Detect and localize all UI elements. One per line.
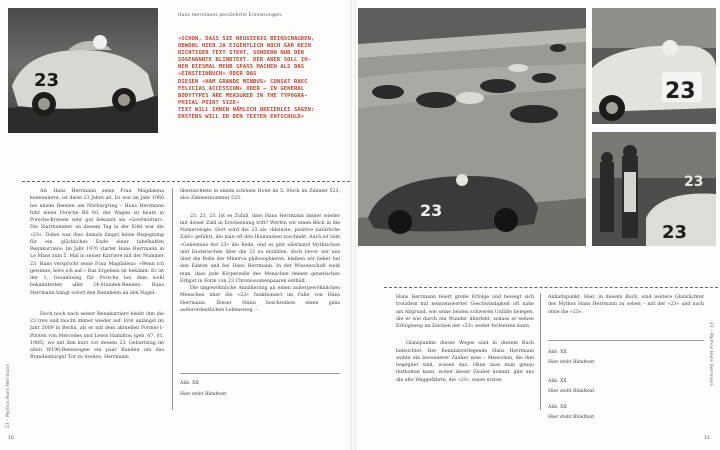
figure-ref: Abb. XX — [548, 405, 567, 410]
paragraph: Die ungewöhnliche Annäherung an einen außergewöhnlichen Menschen über die »23« funktioniert im Falle von Hans Herrmann. Dieser Mann beschreiben einen ganz außerordentlichen Lebensweg. – — [180, 286, 340, 313]
page-number-right: 11 — [704, 436, 710, 441]
quote-line: DIESEN »HAM GRANDE MINBUS« CONSAT RAEC — [178, 78, 308, 85]
paragraph: Hans Herrmann feiert große Erfolge und bewegt sich trotzdem mit nennenswerter Geschwindigkeit oft nahe am Abgrund, wie seine beiden schweren Unfälle belegen, die er wie durch ein Wunder überlebt, sodass er seinen Erfolgsweg im Zeichen der »23« weiter fortsetzen kann. — [396, 295, 534, 329]
paragraph: Anhaltspunkt. Hier, in diesem Buch, sind weitere Glanzlichter des Mythos Hans Herrmann zu sehen – mit der »23« und auch ohne die »23«. — [548, 295, 704, 315]
book-gutter — [350, 0, 356, 450]
quote-line: »EINSTEINBUCH« ODER DAS — [178, 71, 257, 78]
dashed-rule — [22, 181, 350, 182]
quote-line: PHICAL POINT SIZE« — [178, 99, 240, 106]
figure-ref: Abb. XX — [180, 381, 199, 386]
text-column-right-2 — [548, 294, 704, 316]
red-pull-quote — [178, 36, 328, 121]
text-column-left-1 — [30, 188, 164, 362]
quote-line: TEXT WILL IHNEN NÄMLICH DREIERLEI SAGEN: — [178, 106, 315, 113]
svg-text:23: 23 — [665, 79, 696, 104]
page-number-left: 10 — [8, 436, 14, 441]
figure-note — [180, 380, 226, 398]
figure-text: Hier steht Blindtext — [548, 389, 595, 394]
quote-line: OBWOHL HIER JA EIGENTLICH NOCH GAR KEIN — [178, 43, 312, 50]
figure-ref: Abb. XX — [548, 379, 567, 384]
figure-note — [548, 404, 594, 421]
figure-text: Hier steht Blindtext — [548, 360, 595, 365]
paragraph: übernachtete in einem schönen Hotel im 5. Stock im Zimmer 523, also Zimmernummer 523. — [180, 189, 340, 202]
column-divider — [172, 188, 173, 410]
quote-intro: Hans Herrmanns persönliche Erinnerungen: — [178, 13, 283, 18]
quote-line: ERSTENS WILL ER DEN TEXTEN ENTSCHULD« — [178, 114, 305, 121]
svg-text:23: 23 — [420, 201, 443, 220]
svg-text:23: 23 — [34, 70, 60, 91]
quote-line: SOGENANNTE BLINDTEXT. DER ABER SOLL IH- — [178, 57, 312, 64]
pit-crew-people-icon — [592, 132, 716, 246]
svg-text:23: 23 — [662, 222, 688, 243]
note-rule — [180, 373, 340, 374]
quote-line: »SCHON, DASS SIE NEUGIERIG BEINSCHAUDEN, — [178, 36, 315, 42]
running-head-left: 23 – Mythos Hans Herrmann — [5, 363, 10, 428]
paragraph: 23, 23, 23. Ist es Zufall, dass Hans Herrmann immer wieder mit dieser Zahl in Erscheinung tritt? Werfen wir einen Blick in die Numerologie. Dort wird die 23 als »kleinste, positive natürliche Zahl« geführt, die man oft den Illuminaten zuschiebt. Auch ist vom »Geheimnis der 23« die Rede, und es gibt allerhand Mythischen und Esoterischen über die 23 zu erzählen, doch bevor wir uns über die Rolle der Minerva philosophieren, bleiben wir lieber bei den Fakten und bei Hans Herrmann. In der Wissenschaft weiß man, dass jede Körperzelle des Menschen deinen genetischen Erbgut in Form von 23 Chromosomenpaaren enthält. — [180, 213, 340, 284]
paragraph: Doch noch nach seiner Rennkarriere bleibt ihm die 23 treu und taucht immer wieder auf. Erst unlängst im Jahr 2009 in Berlin, als er mit dem aktuellen Formel-1-Piloten von Mercedes und Lewis Hamilton (geb. 07. 01. 1985), wo mit ihm kurz vor dessen 23. Geburtstag im alten W196-Rennwagen ein paar Runden um das Brandenburger Tor zu drehen. Herrmann — [30, 311, 164, 361]
paragraph: Als Hans Herrmann seine Frau Magdalena kennenlernt, ist diese 23 Jahre alt. Es war im Jahr 1960 bei einem Rennen am Nürburgring – Hans Herrmann fuhr einen Porsche RS 60, der Wagen ist heute in Porsche-Kreisen sehr gut bekannt als »Großmutter«. Die Startnummer an diesem Tag in der Eifel war die »23«. Dabei war dies damals längst keine Begegnung für ein glückliches Ende einer fabelhaften Rennkarriere: Im Jahr 1970 startet Hans Herrmann in Le Mans zum 5. Mal in seiner Karriere mit der Nummer 23. Hans verspricht seine Frau Magdalena: »Wenn ich gewinne, höre ich auf.« Das Ergebnis ist bekannt: Er ist der 1. Gesamtsieg für Porsche bei dem wohl bekanntesten aller 24-Stunden-Rennen. Hans Herrmann hängt sofort den Rennhelm an den Nagel. — [30, 189, 164, 296]
dashed-rule — [384, 287, 718, 288]
quote-line: RICHTIGER TEXT STEHT, SONDERN NUR DER — [178, 50, 305, 57]
race-car-23-icon — [8, 8, 158, 133]
text-column-right-1 — [396, 294, 534, 384]
figure-text: Hier steht Blindtext — [180, 392, 227, 397]
quote-line: NEN DIESMAL MEHR SPASS MACHEN ALS DAS — [178, 64, 305, 71]
svg-text:23: 23 — [684, 174, 704, 190]
text-column-left-2 — [180, 188, 340, 314]
figure-note — [548, 378, 594, 395]
figure-ref: Abb. XX — [548, 350, 567, 355]
note-rule — [548, 340, 704, 341]
figure-note — [548, 349, 594, 366]
race-track-aerial-icon — [358, 8, 586, 246]
quote-line: BODYTYPES ARE MEASURED IN THE TYPOGRA- — [178, 92, 308, 99]
figure-text: Hier steht Blindtext — [548, 415, 595, 420]
quote-line: FELICIAS ACCESSION« ODER – IN GENERAL — [178, 85, 305, 92]
race-car-23-closeup-icon — [592, 8, 716, 124]
running-head-right: 23 – Mythos Hans Herrmann — [709, 322, 714, 387]
column-divider — [540, 293, 541, 410]
paragraph: Glanzpunkte dieses Weges sind in diesem Buch beleuchtet. Der Rennfahrerlegende Hans Herrmann wohnt ein besonderer Zauber inne – Menschen, die ihm begegnet sind, wissen das. Ohne dass man genau festhalten kann, woher dieser Zauber kommt, gibt uns die alte Weggefährte, die »23«, einen ersten — [396, 341, 534, 383]
